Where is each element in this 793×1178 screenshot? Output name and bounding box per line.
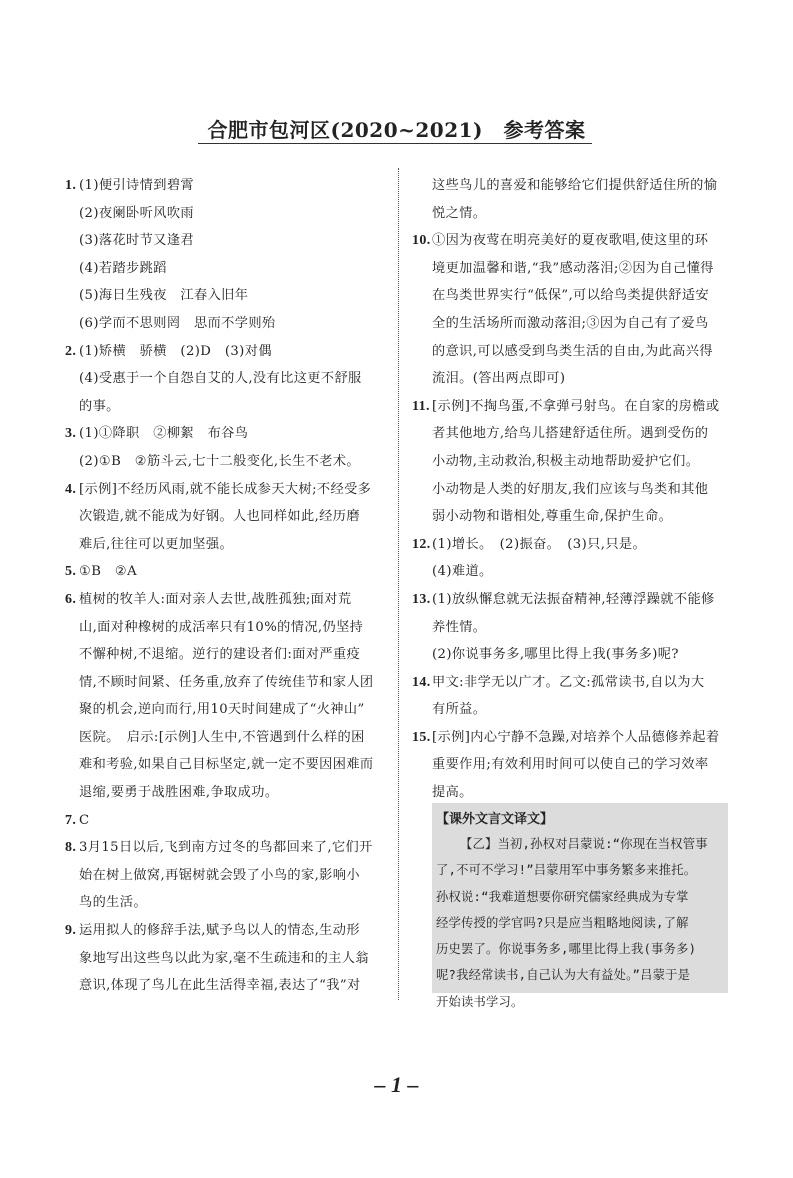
right-column xyxy=(412,172,737,807)
answer-line xyxy=(412,200,737,228)
answer-text: (2)你说事务多,哪里比得上我(事务多)呢? xyxy=(432,647,679,663)
answer-text: (4)受惠于一个自怨自艾的人,没有比这更不舒服 xyxy=(79,371,362,387)
answer-line xyxy=(412,338,737,366)
answer-line xyxy=(412,641,737,669)
answer-line xyxy=(65,889,390,917)
answer-line xyxy=(412,393,737,421)
answer-text: 运用拟人的修辞手法,赋予鸟以人的情态,生动形 xyxy=(79,923,360,939)
answer-line xyxy=(65,945,390,973)
translation-line: 【乙】当初,孙权对吕蒙说:“你现在当权管事 xyxy=(460,837,708,851)
answer-line xyxy=(65,200,390,228)
answer-text: 始在树上做窝,再锯树就会毁了小鸟的家,影响小 xyxy=(79,867,360,883)
translation-line: 经学传授的学官吗?只是应当粗略地阅读,了解 xyxy=(436,915,689,930)
answer-line xyxy=(412,476,737,504)
answer-line xyxy=(65,972,390,1000)
answer-text: 山,面对种橡树的成活率只有10%的情况,仍坚持 xyxy=(79,619,364,635)
answer-line xyxy=(412,282,737,310)
answer-text: 的意识,可以感受到鸟类生活的自由,为此高兴得 xyxy=(432,343,713,359)
answer-text: 在鸟类世界实行“低保”,可以给鸟类提供舒适安 xyxy=(432,288,710,304)
answer-text: [示例]不经历风雨,就不能长成参天大树;不经受多 xyxy=(79,481,372,497)
question-number: 14. xyxy=(412,674,431,690)
answer-text: 情,不顾时间紧、任务重,放弃了传统佳节和家人团 xyxy=(79,674,374,690)
answer-line xyxy=(65,779,390,807)
answer-line xyxy=(65,751,390,779)
answer-line xyxy=(65,531,390,559)
answer-text: 有所益。 xyxy=(432,702,487,718)
answer-text: (2)①B ②筋斗云,七十二般变化,长生不老术。 xyxy=(79,453,360,469)
answer-line xyxy=(65,448,390,476)
answer-text: 退缩,要勇于战胜困难,争取成功。 xyxy=(79,785,279,801)
answer-line xyxy=(412,255,737,283)
answer-line xyxy=(412,614,737,642)
answer-line xyxy=(65,641,390,669)
answer-text: 不懈种树,不退缩。逆行的建设者们:面对严重疫 xyxy=(79,647,361,663)
answer-line xyxy=(65,255,390,283)
answer-text: 这些鸟儿的喜爱和能够给它们提供舒适住所的愉 xyxy=(432,178,718,193)
answer-text: 象地写出这些鸟以此为家,毫不生疏违和的主人翁 xyxy=(79,950,369,966)
answer-line xyxy=(65,420,390,448)
translation-line: 开始读书学习。 xyxy=(436,994,524,1009)
page-title: 合肥市包河区(2020~2021) 参考答案 xyxy=(207,118,586,142)
answer-text: 弱小动物和谐相处,尊重生命,保护生命。 xyxy=(432,509,673,525)
answer-line xyxy=(65,614,390,642)
answer-text: (1)放纵懈怠就无法振奋精神,轻薄浮躁就不能修 xyxy=(432,591,715,607)
answer-line xyxy=(65,393,390,421)
answer-line xyxy=(65,834,390,862)
answer-line xyxy=(412,586,737,614)
answer-text: 植树的牧羊人:面对亲人去世,战胜孤独;面对荒 xyxy=(79,591,352,607)
answer-line xyxy=(65,338,390,366)
answer-text: ①B ②A xyxy=(79,564,138,580)
answer-text: [示例]不掏鸟蛋,不拿弹弓射鸟。在自家的房檐或 xyxy=(432,398,720,414)
answer-text: 流泪。(答出两点即可) xyxy=(432,371,566,387)
answer-text: C xyxy=(79,812,90,828)
question-number: 3. xyxy=(65,426,77,442)
answer-text: (5)海日生残夜 江春入旧年 xyxy=(79,288,249,304)
answer-text: 提高。 xyxy=(432,785,473,801)
answer-text: 医院。 启示:[示例]人生中,不管遇到什么样的困 xyxy=(79,729,365,745)
answer-line xyxy=(65,724,390,752)
answer-line xyxy=(412,751,737,779)
answer-line xyxy=(412,558,737,586)
left-column xyxy=(65,172,390,1000)
answer-text: 养性情。 xyxy=(432,619,487,635)
answer-line xyxy=(65,586,390,614)
question-number: 15. xyxy=(412,729,431,745)
answer-text: 者其他地方,给鸟儿搭建舒适住所。遇到受伤的 xyxy=(432,426,709,442)
answer-text: 3月15日以后,飞到南方过冬的鸟都回来了,它们开 xyxy=(79,840,373,856)
title-underline xyxy=(198,143,592,144)
question-number: 4. xyxy=(65,481,77,497)
answer-line xyxy=(412,227,737,255)
answer-line xyxy=(65,696,390,724)
answer-line xyxy=(412,669,737,697)
translation-line: 了,不可不学习!”吕蒙用军中事务繁多来推托。 xyxy=(436,863,697,878)
answer-text: (4)若踏步跳蹈 xyxy=(79,260,167,276)
answer-line xyxy=(412,365,737,393)
answer-line xyxy=(65,172,390,200)
answer-text: (4)难道。 xyxy=(432,564,493,580)
answer-line xyxy=(65,503,390,531)
answer-text: 次锻造,就不能成为好钢。人也同样如此,经历磨 xyxy=(79,509,360,525)
answer-line xyxy=(412,420,737,448)
answer-line xyxy=(65,227,390,255)
answer-line xyxy=(412,448,737,476)
answer-text: 难和考验,如果自己目标坚定,就一定不要因困难而 xyxy=(79,757,374,773)
answer-text: (1)矫横 骄横 (2)D (3)对偶 xyxy=(79,343,272,359)
question-number: 11. xyxy=(412,398,430,414)
translation-line: 历史罢了。你说事务多,哪里比得上我(事务多) xyxy=(436,942,697,957)
answer-line xyxy=(65,862,390,890)
question-number: 10. xyxy=(412,233,431,249)
page-number: – 1 – xyxy=(374,1072,419,1097)
answer-line xyxy=(412,696,737,724)
answer-line xyxy=(412,724,737,752)
question-number: 12. xyxy=(412,536,431,552)
answer-text: 甲文:非学无以广才。乙文:孤常读书,自以为大 xyxy=(432,674,705,690)
answer-text: (1)①降职 ②柳絮 布谷鸟 xyxy=(79,426,249,442)
question-number: 1. xyxy=(65,178,77,193)
translation-box xyxy=(432,803,728,1009)
answer-line xyxy=(65,310,390,338)
answer-line xyxy=(65,476,390,504)
question-number: 5. xyxy=(65,564,77,580)
question-number: 6. xyxy=(65,591,77,607)
answer-text: 的事。 xyxy=(79,398,120,414)
answer-line xyxy=(412,531,737,559)
answer-text: 悦之情。 xyxy=(432,205,487,221)
answer-text: 境更加温馨和谐,“我”感动落泪;②因为自己懂得 xyxy=(432,260,714,276)
question-number: 2. xyxy=(65,343,77,359)
answer-line xyxy=(65,282,390,310)
answer-text: 意识,体现了鸟儿在此生活得幸福,表达了“我”对 xyxy=(79,978,361,994)
question-number: 7. xyxy=(65,812,77,828)
answer-text: ①因为夜莺在明亮美好的夏夜歌唱,使这里的环 xyxy=(432,233,709,249)
answer-text: 小动物,主动救治,积极主动地帮助爱护它们。 xyxy=(432,453,700,469)
answer-text: 聚的机会,逆向而行,用10天时间建成了“火神山” xyxy=(79,702,365,718)
answer-line xyxy=(65,917,390,945)
translation-line: 孙权说:“我难道想要你研究儒家经典成为专掌 xyxy=(436,889,689,904)
answer-line xyxy=(65,365,390,393)
answer-text: (2)夜阑卧听风吹雨 xyxy=(79,205,194,221)
answer-text: [示例]内心宁静不急躁,对培养个人品德修养起着 xyxy=(432,729,720,745)
answer-line xyxy=(412,310,737,338)
answer-text: (3)落花时节又逢君 xyxy=(79,233,194,249)
answer-text: 小动物是人类的好朋友,我们应该与鸟类和其他 xyxy=(432,481,709,497)
translation-text xyxy=(436,831,726,1015)
answer-text: 重要作用;有效利用时间可以使自己的学习效率 xyxy=(432,757,709,773)
answer-line xyxy=(412,172,737,200)
question-number: 9. xyxy=(65,923,77,939)
answer-line xyxy=(65,807,390,835)
question-number: 8. xyxy=(65,840,77,856)
answer-line xyxy=(65,669,390,697)
answer-line xyxy=(412,503,737,531)
question-number: 13. xyxy=(412,591,431,607)
translation-line: 呢?我经常读书,自己认为大有益处。”吕蒙于是 xyxy=(436,968,691,983)
answer-text: 全的生活场所而激动落泪;③因为自己有了爱鸟 xyxy=(432,315,709,331)
answer-text: 鸟的生活。 xyxy=(79,895,147,911)
column-divider xyxy=(398,168,399,1000)
answer-text: 难后,往往可以更加坚强。 xyxy=(79,536,234,552)
answer-line xyxy=(65,558,390,586)
answer-text: (6)学而不思则罔 思而不学则殆 xyxy=(79,315,276,331)
answer-text: (1)增长。 (2)振奋。 (3)只,只是。 xyxy=(432,536,647,552)
answer-text: (1)便引诗情到碧霄 xyxy=(79,178,194,193)
translation-box-title: 【课外文言文译文】 xyxy=(436,812,554,827)
